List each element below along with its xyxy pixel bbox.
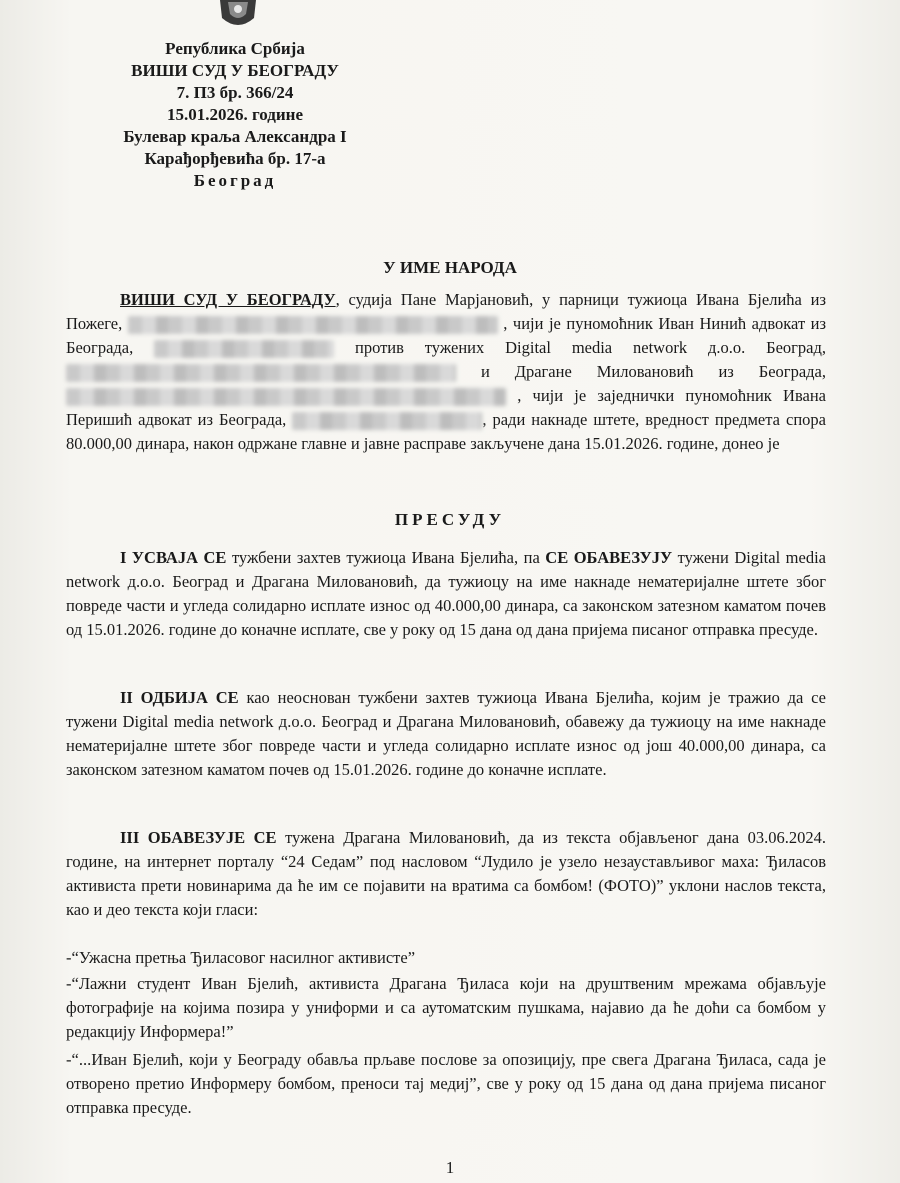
header-case-number: 7. П3 бр. 366/24 [176,83,294,102]
verdict-point-2 [66,686,826,782]
intro-text-5: , чији је заједнички пуномоћник Ивана Перишић адвокат из Београда, [66,386,826,429]
redacted-block [66,388,506,406]
verdict-point-1 [66,546,826,642]
intro-text-4: и Драгане Миловановић из Београда, [480,362,826,381]
quote-1: -“Ужасна претња Ђиласовог насилног активисте” [66,948,416,967]
verdict-point-3 [66,826,826,922]
page-number: 1 [445,1158,455,1177]
header-court: ВИШИ СУД У БЕОГРАДУ [131,61,339,80]
court-header [80,38,390,192]
redacted-block [128,316,498,334]
quote-3: -“...Иван Бјелић, који у Београду обавља прљаве послове за опозицију, пре свега Драгана Ђиласа, сада је отворено претио Информеру бомбом, преноси тај медиј”, све у року од 15 дана од дана пријема писаног отправка пресуде. [66,1050,826,1117]
intro-text-3: против тужених Digital media network д.о.о. Београд, [354,338,826,357]
verdict-title: ПРЕСУДУ [394,510,506,529]
point-1-text-1: тужбени захтев тужиоца Ивана Бјелића, па [226,548,546,567]
header-city: Београд [193,171,277,190]
point-3-lead: III ОБАВЕЗУЈЕ СЕ [120,828,277,847]
intro-court: ВИШИ СУД У БЕОГРАДУ [120,290,336,309]
intro-text-6: , ради накнаде штете, вредност предмета спора 80.000,00 динара, након одржане главне и јавне расправе закључене дана 15.01.2026. године, донео је [66,410,826,453]
point-1-text-2: тужени Digital media network д.о.о. Београд и Драгана Миловановић, да тужиоцу на име накнаде нематеријалне штете због повреде части и угледа солидарно исплате износ од 40.000,00 динара, са законском затезном каматом почев од 15.01.2026. године до коначне исплате, све у року од 15 дана од дана пријема писаног отправка пресуде. [66,548,826,639]
header-address-1: Булевар краља Александра I [123,127,347,146]
point-1-bold: СЕ ОБАВЕЗУЈУ [545,548,673,567]
redacted-block [66,364,456,382]
header-date: 15.01.2026. године [166,105,304,124]
intro-text-1: , судија Пане Марјановић, у парници тужиоца Ивана Бјелића из Пожеге, [66,290,827,333]
document-title: У ИМЕ НАРОДА [383,258,517,277]
header-address-2: Карађорђевића бр. 17-а [144,149,326,168]
point-2-text: као неоснован тужбени захтев тужиоца Ивана Бјелића, којим је тражио да се тужени Digital media network д.о.о. Београд и Драгана Миловановић, обавежу да тужиоцу на име накнаде нематеријалне штете због повреде части и угледа солидарно исплате износ од још 40.000,00 динара, са законском затезном каматом почев од 15.01.2026. године до коначне исплате. [66,688,826,779]
point-2-lead: II ОДБИЈА СЕ [120,688,239,707]
redacted-block [292,412,482,430]
intro-paragraph [66,288,826,456]
quote-2: -“Лажни студент Иван Бјелић, активиста Драгана Ђиласа који на друштвеним мрежама објављује фотографије на којима позира у униформи и са аутоматским пушкама, најавио да ће доћи са бомбом у редакцију Информера!” [66,974,826,1041]
header-country: Република Србија [165,39,305,58]
point-1-lead: I УСВАЈА СЕ [120,548,227,567]
coat-of-arms-icon [214,0,262,30]
redacted-block [154,340,334,358]
intro-text-2: , чији је пуномоћник Иван Нинић адвокат из Београда, [66,314,827,357]
point-3-text: тужена Драгана Миловановић, да из текста објављеног дана 03.06.2024. године, на интернет порталу “24 Седам” под насловом “Лудило је узело незаустављивог маха: Ђиласов активиста прети новинарима да ће им се појавити на вратима са бомбом! (ФОТО)” уклони наслов текста, као и део текста који гласи: [66,828,826,919]
